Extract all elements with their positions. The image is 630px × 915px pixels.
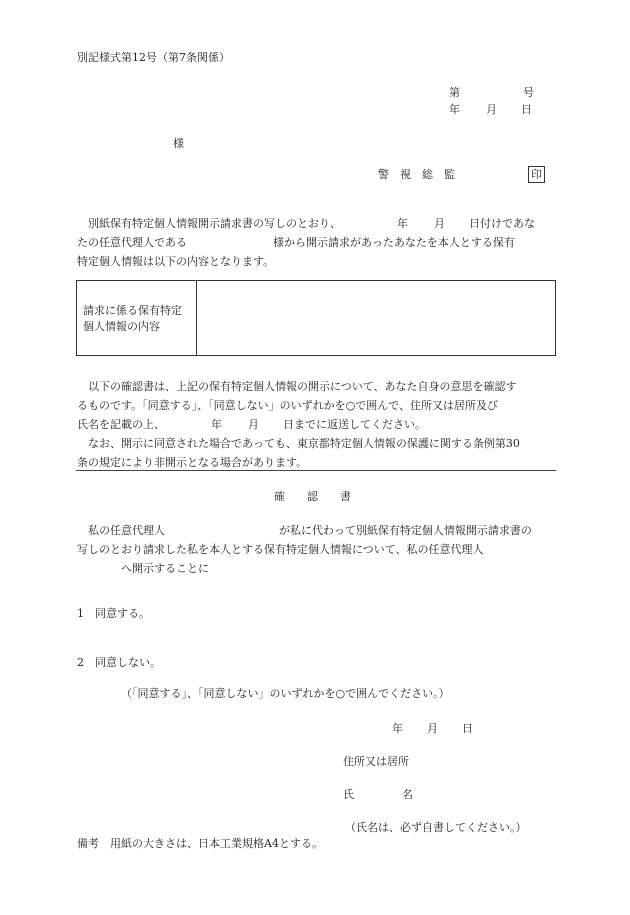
request-label-line1: 請求に係る保有特定 xyxy=(83,304,182,317)
doc-number-prefix: 第 xyxy=(449,86,460,99)
address-label: 住所又は居所 xyxy=(343,755,409,768)
date-day-label: 日 xyxy=(521,103,532,116)
consent-option-disagree[interactable]: 2 同意しない。 xyxy=(77,656,161,669)
confirmation-paragraph xyxy=(77,521,559,578)
instructions-paragraph xyxy=(77,377,559,472)
instructions-line3-month: 月 xyxy=(248,418,259,431)
confirmation-title: 確 認 書 xyxy=(274,490,351,503)
request-table-label xyxy=(77,281,197,355)
notice-line1-year: 年 xyxy=(397,217,408,230)
instructions-line1: 以下の確認書は、上記の保有特定個人情報の開示について、あなた自身の意思を確認す xyxy=(88,380,517,393)
form-id: 別記様式第12号（第7条関係） xyxy=(77,51,230,64)
notice-line1-month: 月 xyxy=(434,217,445,230)
notice-line1-b: 日付けであな xyxy=(469,217,535,230)
confirmation-line3: へ開示することに xyxy=(121,562,209,575)
instructions-line3-year: 年 xyxy=(211,418,222,431)
confirm-date-year-label: 年 xyxy=(392,722,403,735)
request-table xyxy=(76,280,556,356)
consent-option-agree[interactable]: 1 同意する。 xyxy=(77,607,150,620)
name-label-second-char: 名 xyxy=(402,788,413,801)
notice-line1-a: 別紙保有特定個人情報開示請求書の写しのとおり、 xyxy=(88,217,341,230)
notice-line3: 特定個人情報は以下の内容となります。 xyxy=(77,255,275,268)
addressee-suffix: 様 xyxy=(173,137,184,150)
request-label-line2: 個人情報の内容 xyxy=(83,320,160,333)
section-divider xyxy=(76,470,556,471)
consent-instruction-note: （「同意する」、「同意しない」のいずれかを○で囲んでください。） xyxy=(121,687,450,700)
seal-text: 印 xyxy=(528,166,545,183)
doc-number-suffix: 号 xyxy=(523,86,534,99)
instructions-line2: るものです。「同意する」、「同意しない」のいずれかを○で囲んで、住所又は居所及び xyxy=(77,399,498,412)
date-year-label: 年 xyxy=(449,103,460,116)
name-signature-note: （氏名は、必ず自書してください。） xyxy=(345,821,527,834)
confirm-date-month-label: 月 xyxy=(427,722,438,735)
seal-mark xyxy=(528,166,545,183)
notice-paragraph xyxy=(77,214,559,271)
instructions-line3-a: 氏名を記載の上、 xyxy=(77,418,165,431)
instructions-line3-b: 日までに返送してください。 xyxy=(283,418,426,431)
confirmation-line1-b: が私に代わって別紙保有特定個人情報開示請求書の xyxy=(279,524,532,537)
name-label-first-char: 氏 xyxy=(343,788,354,801)
issuer-title: 警 視 総 監 xyxy=(378,168,455,181)
confirmation-line1-a: 私の任意代理人 xyxy=(88,524,165,537)
date-month-label: 月 xyxy=(486,103,497,116)
remarks: 備考 用紙の大きさは、日本工業規格A4とする。 xyxy=(77,837,323,850)
notice-line2-b: 様から開示請求があったあなたを本人とする保有 xyxy=(273,236,515,249)
confirm-date-day-label: 日 xyxy=(462,722,473,735)
notice-line2-a: たの任意代理人である xyxy=(77,236,187,249)
request-table-value[interactable] xyxy=(197,281,555,355)
confirmation-line2: 写しのとおり請求した私を本人とする保有特定個人情報について、私の任意代理人 xyxy=(77,543,484,556)
instructions-line5: 条の規定により非開示となる場合があります。 xyxy=(77,456,308,469)
instructions-line4: なお、開示に同意された場合であっても、東京都特定個人情報の保護に関する条例第30 xyxy=(88,437,520,450)
